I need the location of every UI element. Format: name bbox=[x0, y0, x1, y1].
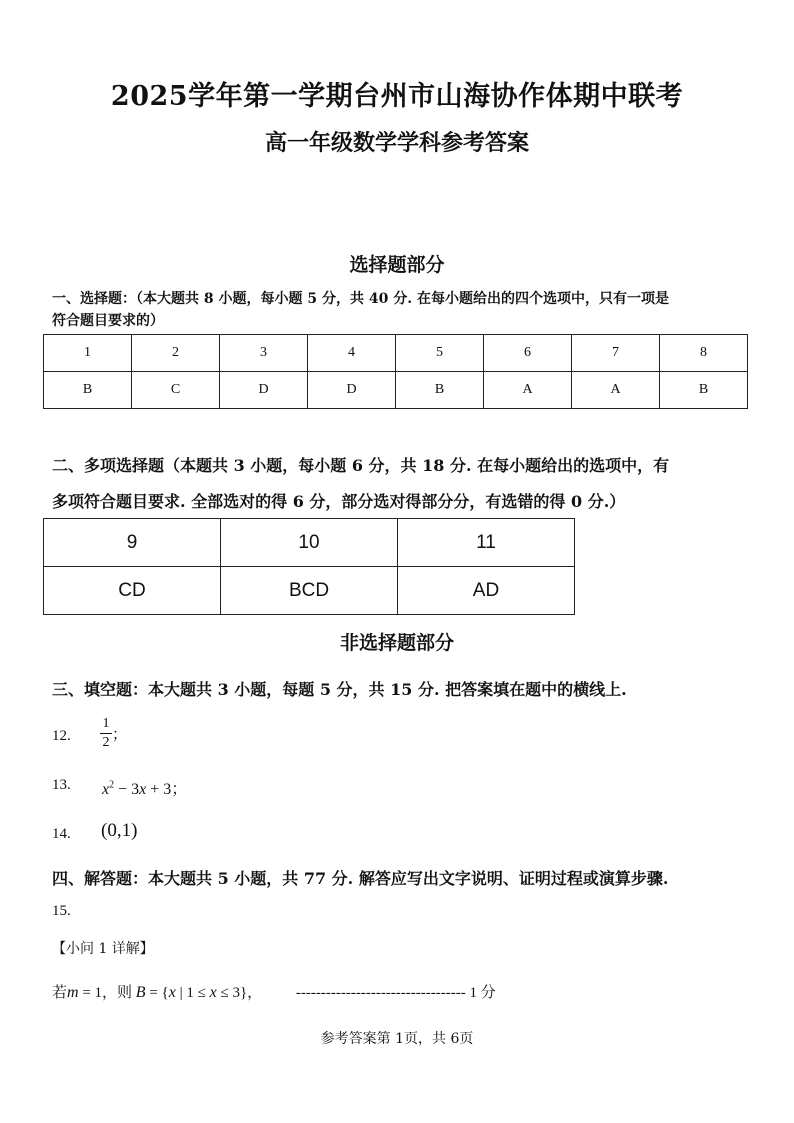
question-number-cell: 4 bbox=[308, 335, 396, 372]
var-x: x bbox=[102, 781, 110, 798]
section3-text: 三、填空题：本大题共 3 小题，每题 5 分，共 15 分. 把答案填在题中的横线上. bbox=[52, 680, 627, 699]
answer-cell: B bbox=[660, 372, 748, 409]
q13-answer bbox=[102, 776, 187, 799]
answer-cell: CD bbox=[44, 567, 221, 615]
question-number-cell: 2 bbox=[132, 335, 220, 372]
separator: ； bbox=[112, 725, 128, 743]
answer-cell: D bbox=[308, 372, 396, 409]
var-m: m bbox=[67, 984, 79, 1001]
section2-text-line1: 二、多项选择题（本题共 3 小题，每小题 6 分，共 18 分. 在每小题给出的选项中，有 bbox=[52, 456, 670, 475]
separator: ； bbox=[171, 781, 188, 798]
q14-number: 14. bbox=[52, 826, 71, 842]
q12-number: 12. bbox=[52, 728, 71, 744]
q15-number: 15. bbox=[52, 903, 71, 919]
page-footer: 参考答案第 1页，共 6页 bbox=[320, 1031, 474, 1047]
document-subtitle: 高一年级数学学科参考答案 bbox=[264, 130, 529, 156]
question-number-cell: 6 bbox=[484, 335, 572, 372]
var-x: x bbox=[168, 984, 176, 1001]
text: = { bbox=[145, 985, 169, 1001]
fraction bbox=[100, 716, 112, 751]
q12-answer bbox=[100, 716, 127, 751]
answer-cell: B bbox=[44, 372, 132, 409]
question-number-cell: 7 bbox=[572, 335, 660, 372]
answer-cell: BCD bbox=[221, 567, 398, 615]
score-dashes: ---------------------------------- 1 分 bbox=[295, 985, 496, 1001]
exponent: 2 bbox=[109, 779, 115, 791]
answer-table-multi-choice bbox=[43, 518, 575, 615]
answer-cell: A bbox=[484, 372, 572, 409]
fraction-bar bbox=[100, 733, 112, 734]
table-row bbox=[44, 372, 748, 409]
answer-table-single-choice bbox=[43, 334, 748, 409]
section1-text-line2: 符合题目要求的） bbox=[52, 313, 164, 329]
q15-subpart-label: 【小问 1 详解】 bbox=[52, 941, 154, 957]
table-row bbox=[44, 519, 575, 567]
question-number-cell: 9 bbox=[44, 519, 221, 567]
answer-cell: AD bbox=[398, 567, 575, 615]
question-number-cell: 10 bbox=[221, 519, 398, 567]
part2-heading: 非选择题部分 bbox=[339, 632, 454, 654]
answer-cell: D bbox=[220, 372, 308, 409]
answer-cell: C bbox=[132, 372, 220, 409]
table-row bbox=[44, 567, 575, 615]
question-number-cell: 1 bbox=[44, 335, 132, 372]
answer-cell: A bbox=[572, 372, 660, 409]
var-B: B bbox=[135, 984, 146, 1001]
term: + 3 bbox=[146, 781, 172, 798]
denominator: 2 bbox=[102, 735, 110, 750]
q13-number: 13. bbox=[52, 777, 71, 793]
term: − 3 bbox=[118, 781, 140, 798]
question-number-cell: 8 bbox=[660, 335, 748, 372]
text: 若 bbox=[52, 985, 68, 1001]
part1-heading: 选择题部分 bbox=[349, 254, 445, 276]
var-x: x bbox=[209, 984, 217, 1001]
table-row bbox=[44, 335, 748, 372]
question-number-cell: 11 bbox=[398, 519, 575, 567]
q15-solution-line bbox=[52, 981, 496, 1002]
section2-text-line2: 多项符合题目要求. 全部选对的得 6 分，部分选对得部分分，有选错的得 0 分.） bbox=[52, 492, 626, 511]
section1-text-line1: 一、选择题：（本大题共 8 小题，每小题 5 分，共 40 分. 在每小题给出的四个选项中，只有一项是 bbox=[52, 291, 669, 307]
question-number-cell: 5 bbox=[396, 335, 484, 372]
numerator: 1 bbox=[102, 716, 110, 731]
var-x: x bbox=[139, 781, 147, 798]
question-number-cell: 3 bbox=[220, 335, 308, 372]
answer-cell: B bbox=[396, 372, 484, 409]
text: = 1，则 bbox=[78, 985, 136, 1001]
text: ≤ 3}， bbox=[216, 985, 263, 1001]
text: | 1 ≤ bbox=[175, 985, 210, 1001]
q14-answer: (0,1) bbox=[101, 820, 138, 841]
document-title: 2025学年第一学期台州市山海协作体期中联考 bbox=[110, 81, 684, 112]
section4-text: 四、解答题：本大题共 5 小题，共 77 分. 解答应写出文字说明、证明过程或演算步骤. bbox=[52, 869, 669, 888]
